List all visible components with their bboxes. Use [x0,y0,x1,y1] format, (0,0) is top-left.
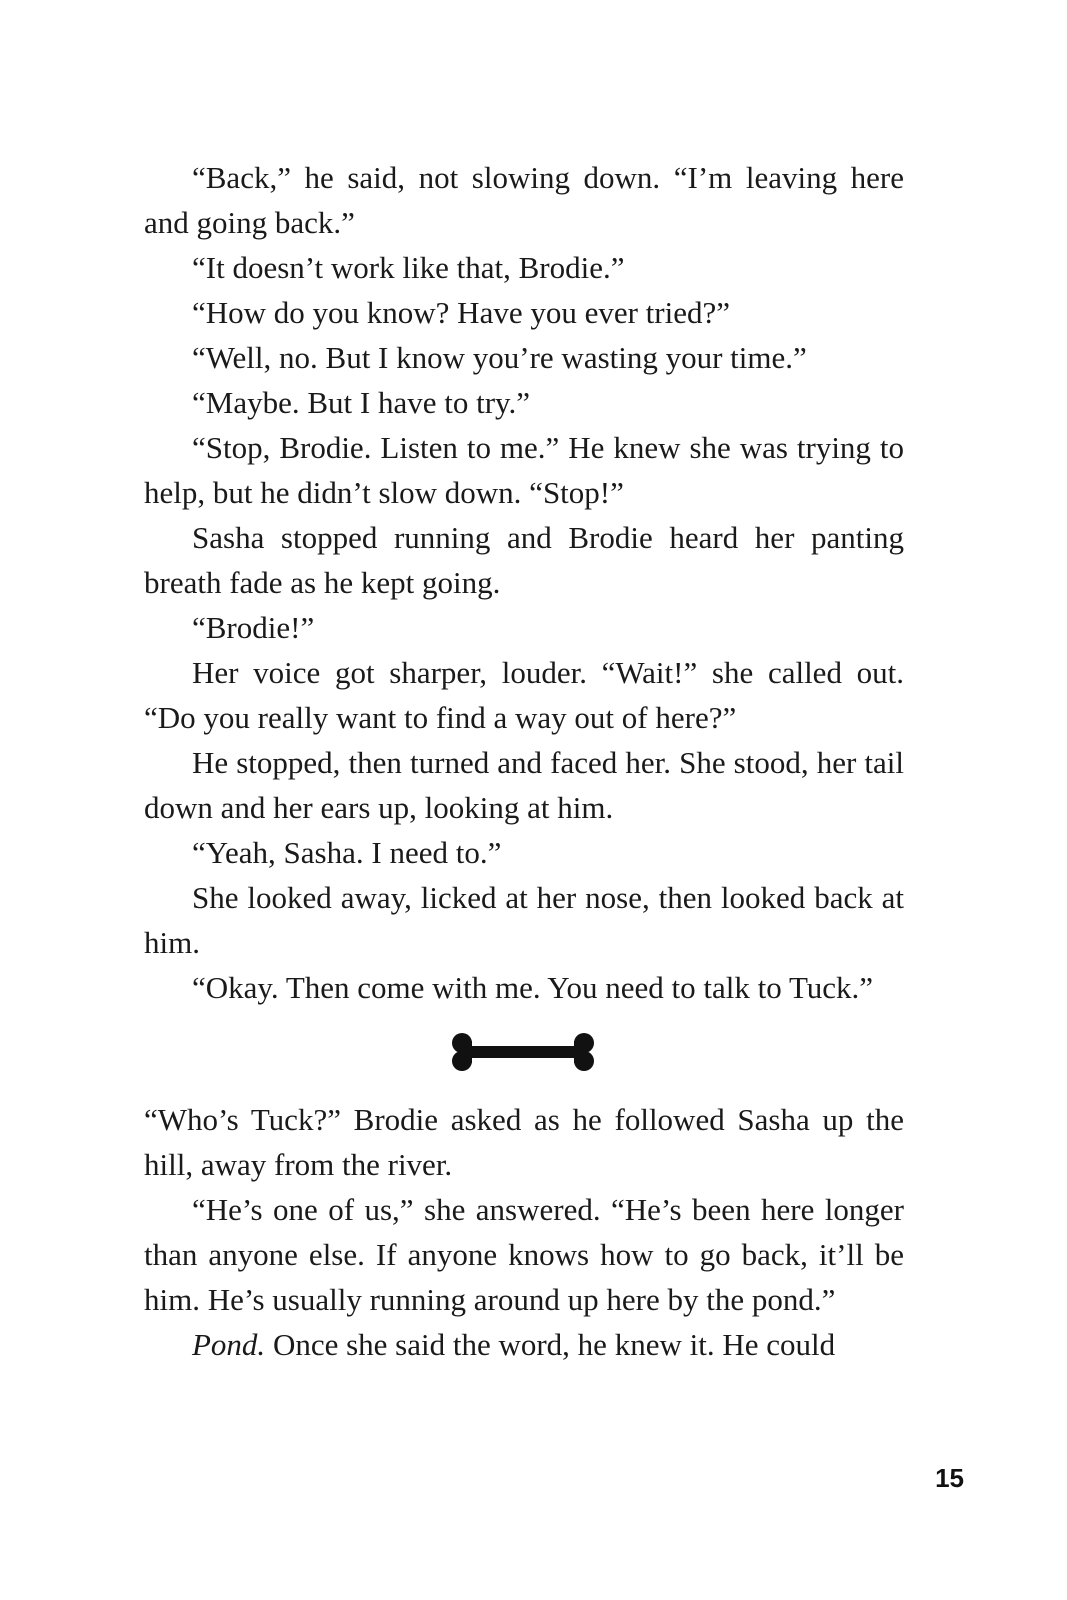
paragraph: He stopped, then turned and faced her. She stood, her tail down and her ears up, looking at him. [144,745,904,825]
paragraph: Her voice got sharper, louder. “Wait!” she called out. “Do you really want to find a way out of here?” [144,655,904,735]
paragraph: “It doesn’t work like that, Brodie.” [192,250,625,285]
paragraph: “Stop, Brodie. Listen to me.” He knew she was trying to help, but he didn’t slow down. “Stop!” [144,430,904,510]
paragraph: “Back,” he said, not slowing down. “I’m leaving here and going back.” [144,160,904,240]
paragraph-last [144,1322,904,1367]
paragraph: “Maybe. But I have to try.” [192,385,531,420]
italic-word: Pond. [192,1327,266,1362]
paragraph: “Who’s Tuck?” Brodie asked as he followed Sasha up the hill, away from the river. [144,1102,904,1182]
text-section-one [144,155,904,1010]
paragraph: “He’s one of us,” she answered. “He’s been here longer than anyone else. If anyone knows how to go back, it’ll be him. He’s usually running around up here by the pond.” [144,1192,904,1317]
paragraph: “Brodie!” [192,610,315,645]
paragraph: “How do you know? Have you ever tried?” [192,295,731,330]
paragraph: She looked away, licked at her nose, then looked back at him. [144,880,904,960]
paragraph-text: Once she said the word, he knew it. He could [265,1327,836,1362]
text-section-two [144,1097,904,1367]
paragraph: “Well, no. But I know you’re wasting your time.” [192,340,807,375]
bone-icon [450,1032,596,1072]
page-number: 15 [935,1463,964,1493]
paragraph: “Okay. Then come with me. You need to talk to Tuck.” [192,970,874,1005]
paragraph: Sasha stopped running and Brodie heard her panting breath fade as he kept going. [144,520,904,600]
paragraph: “Yeah, Sasha. I need to.” [192,835,502,870]
